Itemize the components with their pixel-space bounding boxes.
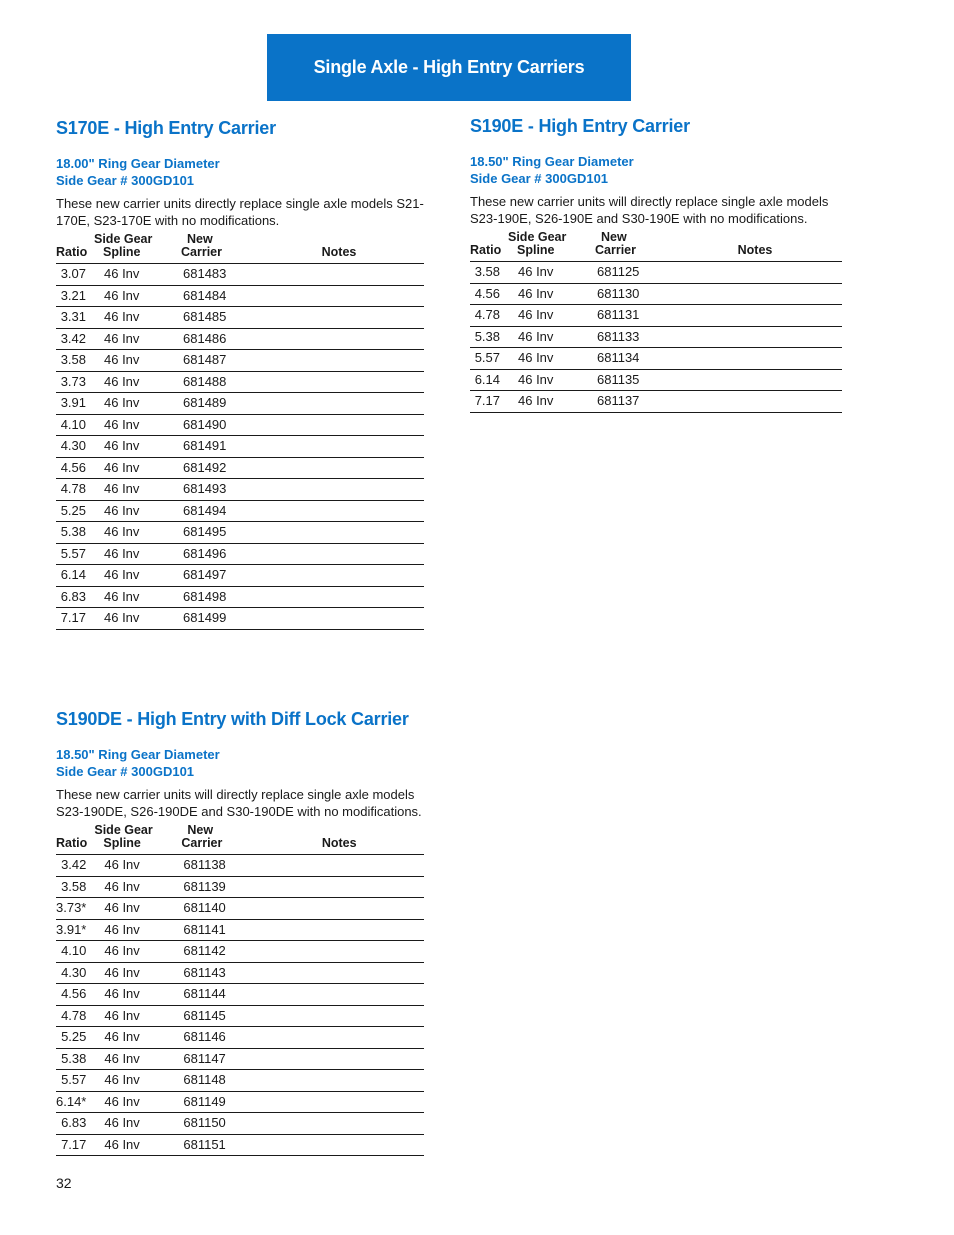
spline-cell: 46 Inv	[94, 855, 176, 877]
header-spline: Side Gear Spline	[94, 233, 176, 264]
notes-cell	[254, 565, 424, 587]
notes-cell	[668, 326, 842, 348]
section-s190de	[56, 706, 424, 1156]
notes-cell	[254, 328, 424, 350]
ratio-cell: 6.14	[470, 369, 508, 391]
table-row	[56, 264, 424, 286]
carrier-cell: 681150	[176, 1113, 254, 1135]
carrier-cell: 681140	[176, 898, 254, 920]
spline-cell: 46 Inv	[94, 371, 176, 393]
notes-cell	[254, 1113, 424, 1135]
spline-cell: 46 Inv	[508, 348, 590, 370]
table-row	[56, 1027, 424, 1049]
spline-cell: 46 Inv	[94, 984, 176, 1006]
table-row	[470, 391, 842, 413]
section-title: S170E - High Entry Carrier	[56, 118, 276, 138]
ring-gear-diameter: 18.00" Ring Gear Diameter	[56, 156, 220, 171]
carrier-cell: 681137	[590, 391, 668, 413]
spline-cell: 46 Inv	[508, 305, 590, 327]
carrier-cell: 681491	[176, 436, 254, 458]
carrier-cell: 681131	[590, 305, 668, 327]
spline-cell: 46 Inv	[94, 479, 176, 501]
ratio-cell: 4.10	[56, 414, 94, 436]
table-row	[56, 307, 424, 329]
table-row	[56, 1134, 424, 1156]
notes-cell	[668, 369, 842, 391]
spline-cell: 46 Inv	[94, 350, 176, 372]
side-gear-number: Side Gear # 300GD101	[56, 173, 195, 188]
notes-cell	[254, 1048, 424, 1070]
ratio-cell: 3.73	[56, 371, 94, 393]
notes-cell	[254, 307, 424, 329]
carrier-cell: 681497	[176, 565, 254, 587]
carrier-cell: 681130	[590, 283, 668, 305]
ratio-cell: 3.42	[56, 855, 94, 877]
table-row	[470, 326, 842, 348]
ratio-cell: 6.14	[56, 565, 94, 587]
notes-cell	[254, 1091, 424, 1113]
ratio-cell: 3.31	[56, 307, 94, 329]
carrier-cell: 681134	[590, 348, 668, 370]
ring-gear-diameter: 18.50" Ring Gear Diameter	[56, 747, 220, 762]
table-header-row	[56, 233, 424, 264]
notes-cell	[254, 479, 424, 501]
table-row	[470, 262, 842, 284]
table-row	[56, 285, 424, 307]
table-row	[56, 586, 424, 608]
spline-cell: 46 Inv	[94, 876, 176, 898]
carrier-table	[470, 231, 842, 413]
spline-cell: 46 Inv	[94, 543, 176, 565]
spline-cell: 46 Inv	[94, 1134, 176, 1156]
ratio-cell: 4.10	[56, 941, 94, 963]
notes-cell	[254, 919, 424, 941]
ratio-cell: 6.14*	[56, 1091, 94, 1113]
spline-cell: 46 Inv	[508, 326, 590, 348]
ratio-cell: 5.25	[56, 500, 94, 522]
header-carrier: New Carrier	[176, 824, 254, 855]
header-ratio: Ratio	[470, 231, 508, 262]
carrier-cell: 681487	[176, 350, 254, 372]
table-row	[56, 876, 424, 898]
table-row	[56, 608, 424, 630]
section-description: These new carrier units will directly replace single axle models S23-190E, S26-190E and S30-190E with no modifications.	[470, 194, 829, 226]
table-row	[56, 522, 424, 544]
notes-cell	[254, 1070, 424, 1092]
side-gear-number: Side Gear # 300GD101	[470, 171, 609, 186]
page-banner	[267, 34, 631, 101]
carrier-cell: 681488	[176, 371, 254, 393]
spline-cell: 46 Inv	[94, 586, 176, 608]
carrier-cell: 681495	[176, 522, 254, 544]
spline-cell: 46 Inv	[94, 522, 176, 544]
notes-cell	[254, 371, 424, 393]
table-row	[56, 962, 424, 984]
ratio-cell: 3.58	[56, 350, 94, 372]
carrier-cell: 681489	[176, 393, 254, 415]
ratio-cell: 7.17	[56, 608, 94, 630]
ratio-cell: 5.57	[56, 1070, 94, 1092]
section-s170e	[56, 115, 424, 630]
section-description: These new carrier units will directly replace single axle models S23-190DE, S26-190DE and S30-190DE with no modifications.	[56, 787, 422, 819]
header-ratio: Ratio	[56, 233, 94, 264]
ratio-cell: 4.56	[56, 984, 94, 1006]
notes-cell	[254, 962, 424, 984]
carrier-cell: 681493	[176, 479, 254, 501]
header-notes: Notes	[254, 824, 424, 855]
spline-cell: 46 Inv	[94, 457, 176, 479]
ratio-cell: 5.38	[56, 1048, 94, 1070]
spline-cell: 46 Inv	[94, 307, 176, 329]
notes-cell	[254, 285, 424, 307]
ratio-cell: 3.58	[470, 262, 508, 284]
ratio-cell: 5.57	[56, 543, 94, 565]
table-row	[56, 436, 424, 458]
spline-cell: 46 Inv	[94, 328, 176, 350]
ratio-cell: 3.21	[56, 285, 94, 307]
carrier-cell: 681490	[176, 414, 254, 436]
carrier-cell: 681146	[176, 1027, 254, 1049]
table-row	[56, 1070, 424, 1092]
carrier-cell: 681133	[590, 326, 668, 348]
spline-cell: 46 Inv	[94, 1005, 176, 1027]
table-row	[56, 457, 424, 479]
spline-cell: 46 Inv	[94, 1091, 176, 1113]
carrier-table	[56, 233, 424, 630]
table-row	[56, 1005, 424, 1027]
table-row	[56, 919, 424, 941]
carrier-cell: 681143	[176, 962, 254, 984]
ratio-cell: 5.38	[470, 326, 508, 348]
carrier-cell: 681148	[176, 1070, 254, 1092]
carrier-cell: 681147	[176, 1048, 254, 1070]
carrier-cell: 681151	[176, 1134, 254, 1156]
ratio-cell: 3.07	[56, 264, 94, 286]
spline-cell: 46 Inv	[94, 414, 176, 436]
notes-cell	[254, 876, 424, 898]
spline-cell: 46 Inv	[508, 283, 590, 305]
notes-cell	[668, 283, 842, 305]
section-title: S190DE - High Entry with Diff Lock Carrier	[56, 709, 409, 729]
header-notes: Notes	[668, 231, 842, 262]
notes-cell	[254, 586, 424, 608]
notes-cell	[254, 1134, 424, 1156]
notes-cell	[254, 941, 424, 963]
spline-cell: 46 Inv	[94, 608, 176, 630]
table-row	[56, 393, 424, 415]
ratio-cell: 4.78	[56, 1005, 94, 1027]
spline-cell: 46 Inv	[94, 436, 176, 458]
ratio-cell: 6.83	[56, 586, 94, 608]
notes-cell	[254, 543, 424, 565]
ratio-cell: 4.56	[56, 457, 94, 479]
spline-cell: 46 Inv	[508, 262, 590, 284]
notes-cell	[254, 436, 424, 458]
notes-cell	[254, 264, 424, 286]
table-row	[56, 1113, 424, 1135]
table-row	[470, 283, 842, 305]
header-spline: Side Gear Spline	[508, 231, 590, 262]
table-row	[56, 855, 424, 877]
notes-cell	[254, 984, 424, 1006]
ratio-cell: 4.30	[56, 436, 94, 458]
carrier-cell: 681492	[176, 457, 254, 479]
table-row	[470, 348, 842, 370]
ratio-cell: 3.91*	[56, 919, 94, 941]
spline-cell: 46 Inv	[94, 898, 176, 920]
ratio-cell: 4.56	[470, 283, 508, 305]
table-row	[56, 500, 424, 522]
table-header-row	[470, 231, 842, 262]
spline-cell: 46 Inv	[94, 1048, 176, 1070]
ratio-cell: 4.78	[56, 479, 94, 501]
table-row	[56, 371, 424, 393]
ratio-cell: 7.17	[56, 1134, 94, 1156]
carrier-cell: 681149	[176, 1091, 254, 1113]
notes-cell	[254, 1005, 424, 1027]
table-row	[56, 479, 424, 501]
header-spline: Side Gear Spline	[94, 824, 176, 855]
ratio-cell: 3.42	[56, 328, 94, 350]
spline-cell: 46 Inv	[94, 962, 176, 984]
ratio-cell: 4.78	[470, 305, 508, 327]
table-row	[56, 543, 424, 565]
carrier-cell: 681142	[176, 941, 254, 963]
notes-cell	[254, 457, 424, 479]
section-s190e	[470, 113, 842, 413]
table-row	[56, 1091, 424, 1113]
carrier-table	[56, 824, 424, 1156]
ratio-cell: 5.25	[56, 1027, 94, 1049]
spline-cell: 46 Inv	[94, 1070, 176, 1092]
header-ratio: Ratio	[56, 824, 94, 855]
ratio-cell: 3.58	[56, 876, 94, 898]
table-row	[56, 565, 424, 587]
ratio-cell: 3.73*	[56, 898, 94, 920]
carrier-cell: 681496	[176, 543, 254, 565]
header-carrier: New Carrier	[176, 233, 254, 264]
notes-cell	[254, 1027, 424, 1049]
carrier-cell: 681139	[176, 876, 254, 898]
notes-cell	[254, 898, 424, 920]
table-row	[56, 941, 424, 963]
notes-cell	[254, 414, 424, 436]
carrier-cell: 681138	[176, 855, 254, 877]
carrier-cell: 681144	[176, 984, 254, 1006]
spline-cell: 46 Inv	[94, 1113, 176, 1135]
carrier-cell: 681135	[590, 369, 668, 391]
spline-cell: 46 Inv	[94, 565, 176, 587]
table-row	[56, 898, 424, 920]
spline-cell: 46 Inv	[94, 941, 176, 963]
table-row	[56, 984, 424, 1006]
notes-cell	[668, 262, 842, 284]
carrier-cell: 681125	[590, 262, 668, 284]
table-row	[56, 414, 424, 436]
table-row	[470, 369, 842, 391]
header-notes: Notes	[254, 233, 424, 264]
spline-cell: 46 Inv	[94, 500, 176, 522]
table-header-row	[56, 824, 424, 855]
carrier-cell: 681499	[176, 608, 254, 630]
ratio-cell: 7.17	[470, 391, 508, 413]
notes-cell	[668, 305, 842, 327]
spline-cell: 46 Inv	[94, 285, 176, 307]
spline-cell: 46 Inv	[94, 264, 176, 286]
ratio-cell: 3.91	[56, 393, 94, 415]
carrier-cell: 681498	[176, 586, 254, 608]
notes-cell	[254, 350, 424, 372]
header-carrier: New Carrier	[590, 231, 668, 262]
notes-cell	[254, 393, 424, 415]
carrier-cell: 681483	[176, 264, 254, 286]
table-row	[56, 328, 424, 350]
carrier-cell: 681484	[176, 285, 254, 307]
page-number: 32	[56, 1175, 72, 1191]
section-description: These new carrier units directly replace single axle models S21-170E, S23-170E with no modifications.	[56, 196, 424, 228]
ratio-cell: 6.83	[56, 1113, 94, 1135]
spline-cell: 46 Inv	[508, 391, 590, 413]
notes-cell	[254, 608, 424, 630]
carrier-cell: 681494	[176, 500, 254, 522]
notes-cell	[254, 522, 424, 544]
notes-cell	[668, 348, 842, 370]
spline-cell: 46 Inv	[94, 919, 176, 941]
spline-cell: 46 Inv	[508, 369, 590, 391]
ratio-cell: 4.30	[56, 962, 94, 984]
table-row	[56, 350, 424, 372]
section-title: S190E - High Entry Carrier	[470, 116, 690, 136]
spline-cell: 46 Inv	[94, 393, 176, 415]
notes-cell	[254, 500, 424, 522]
carrier-cell: 681145	[176, 1005, 254, 1027]
table-row	[470, 305, 842, 327]
carrier-cell: 681141	[176, 919, 254, 941]
notes-cell	[668, 391, 842, 413]
spline-cell: 46 Inv	[94, 1027, 176, 1049]
table-row	[56, 1048, 424, 1070]
banner-title: Single Axle - High Entry Carriers	[313, 57, 585, 77]
notes-cell	[254, 855, 424, 877]
carrier-cell: 681486	[176, 328, 254, 350]
side-gear-number: Side Gear # 300GD101	[56, 764, 195, 779]
carrier-cell: 681485	[176, 307, 254, 329]
ratio-cell: 5.57	[470, 348, 508, 370]
ratio-cell: 5.38	[56, 522, 94, 544]
ring-gear-diameter: 18.50" Ring Gear Diameter	[470, 154, 634, 169]
